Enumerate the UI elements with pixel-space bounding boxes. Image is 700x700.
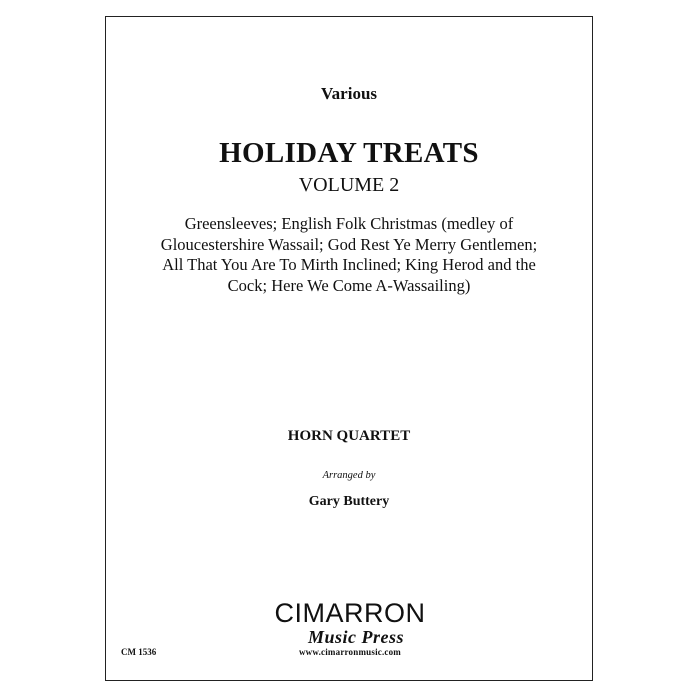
catalog-number: CM 1536 xyxy=(121,647,157,657)
logo-main-text: CIMARRON xyxy=(274,598,426,628)
title: HOLIDAY TREATS xyxy=(219,137,479,169)
instrumentation: HORN QUARTET xyxy=(287,428,411,444)
volume: VOLUME 2 xyxy=(298,174,400,196)
contents-line: All That You Are To Mirth Inclined; King Herod and the xyxy=(162,255,536,274)
contents-line: Cock; Here We Come A-Wassailing) xyxy=(227,275,471,295)
arranger-name: Gary Buttery xyxy=(308,494,390,509)
contents-line: Gloucestershire Wassail; God Rest Ye Merry Gentlemen; xyxy=(160,234,538,254)
logo-sub-text: Music Press xyxy=(307,627,404,647)
contents-line: Greensleeves; English Folk Christmas (medley of xyxy=(184,214,514,233)
publisher-website: www.cimarronmusic.com xyxy=(298,647,402,657)
cover-border xyxy=(105,16,593,681)
arranged-by-label: Arranged by xyxy=(322,470,376,481)
composer: Various xyxy=(320,84,378,103)
contents-list xyxy=(140,214,558,296)
